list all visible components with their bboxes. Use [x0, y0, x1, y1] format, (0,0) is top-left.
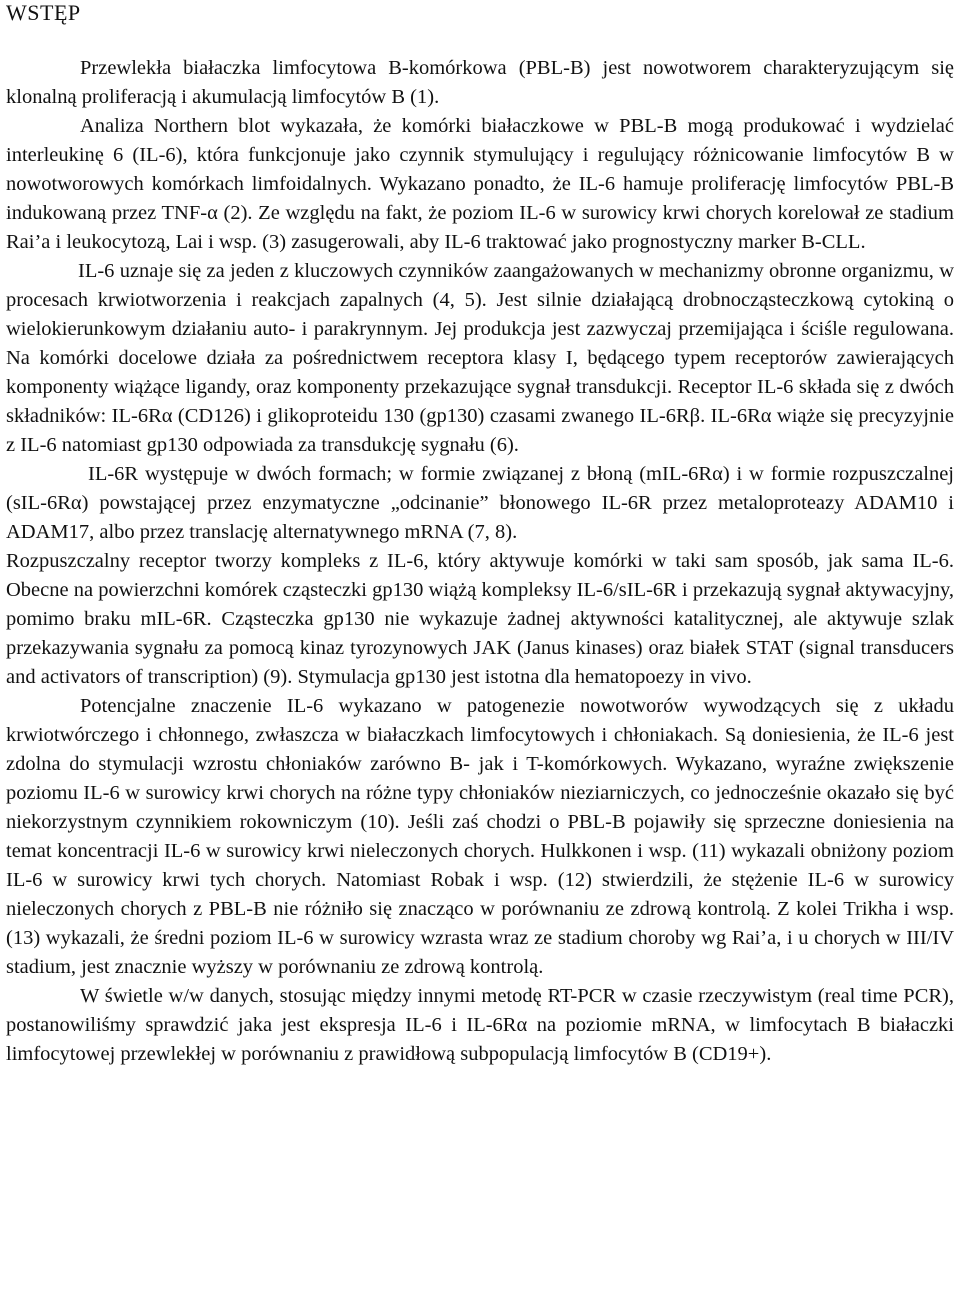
- paragraph-4: IL-6R występuje w dwóch formach; w formie związanej z błoną (mIL-6Rα) i w formie rozpuszczalnej (sIL-6Rα) powstającej przez enzymatyczne „odcinanie” błonowego IL-6R przez metaloproteazy ADAM10 i ADAM17, albo przez translację alternatywnego mRNA (7, 8).: [6, 463, 954, 543]
- paragraph-3: IL-6 uznaje się za jeden z kluczowych czynników zaangażowanych w mechanizmy obronne organizmu, w procesach krwiotworzenia i reakcjach zapalnych (4, 5). Jest silnie działającą drobnocząsteczkową cytokiną o wielokierunkowym działaniu auto- i parakrynnym. Jej produkcja jest zazwyczaj przemijająca i ściśle regulowana. Na komórki docelowe działa za pośrednictwem receptora klasy I, będącego typem receptorów zawierających komponenty wiążące ligandy, oraz komponenty przekazujące sygnał transdukcji. Receptor IL-6 składa się z dwóch składników: IL-6Rα (CD126) i glikoproteidu 130 (gp130) czasami zwanego IL-6Rβ. IL-6Rα wiąże się precyzyjnie z IL-6 natomiast gp130 odpowiada za transdukcję sygnału (6).: [6, 260, 954, 456]
- paragraph-2: Analiza Northern blot wykazała, że komórki białaczkowe w PBL-B mogą produkować i wydzielać interleukinę 6 (IL-6), która funkcjonuje jako czynnik stymulujący i regulujący różnicowanie limfocytów B w nowotworowych komórkach limfoidalnych. Wykazano ponadto, że IL-6 hamuje proliferację limfocytów PBL-B indukowaną przez TNF-α (2). Ze względu na fakt, że poziom IL-6 w surowicy krwi chorych korelował ze stadium Rai’a i leukocytozą, Lai i wsp. (3) zasugerowali, aby IL-6 traktować jako prognostyczny marker B-CLL.: [6, 115, 954, 253]
- paragraph-6: Potencjalne znaczenie IL-6 wykazano w patogenezie nowotworów wywodzących się z układu krwiotwórczego i chłonnego, zwłaszcza w białaczkach limfocytowych i chłoniakach. Są doniesienia, że IL-6 jest zdolna do stymulacji wzrostu chłoniaków zarówno B- jak i T-komórkowych. Wykazano, wyraźne zwiększenie poziomu IL-6 w surowicy krwi chorych na różne typy chłoniaków nieziarniczych, co jednocześnie okazało się być niekorzystnym czynnikiem rokowniczym (10). Jeśli zaś chodzi o PBL-B pojawiły się sprzeczne doniesienia na temat koncentracji IL-6 w surowicy krwi nieleczonych chorych. Hulkkonen i wsp. (11) wykazali obniżony poziom IL-6 w surowicy krwi tych chorych. Natomiast Robak i wsp. (12) stwierdzili, że stężenie IL-6 w surowicy nieleczonych chorych z PBL-B nie różniło się znacząco w porównaniu ze zdrową kontrolą. Z kolei Trikha i wsp. (13) wykazali, że średni poziom IL-6 w surowicy wzrasta wraz ze stadium choroby wg Rai’a, i u chorych w III/IV stadium, jest znacznie wyższy w porównaniu ze zdrową kontrolą.: [6, 695, 954, 978]
- section-heading: WSTĘP: [6, 0, 81, 25]
- paragraph-7: W świetle w/w danych, stosując między innymi metodę RT-PCR w czasie rzeczywistym (real time PCR), postanowiliśmy sprawdzić jaka jest ekspresja IL-6 i IL-6Rα na poziomie mRNA, w limfocytach B białaczki limfocytowej przewlekłej w porównaniu z prawidłową subpopulacją limfocytów B (CD19+).: [6, 985, 954, 1065]
- paragraph-1: Przewlekła białaczka limfocytowa B-komórkowa (PBL-B) jest nowotworem charakteryzującym się klonalną proliferacją i akumulacją limfocytów B (1).: [6, 57, 954, 108]
- paragraph-5: Rozpuszczalny receptor tworzy kompleks z IL-6, który aktywuje komórki w taki sam sposób, jak sama IL-6. Obecne na powierzchni komórek cząsteczki gp130 wiążą kompleksy IL-6/sIL-6R i przekazują sygnał aktywacyjny, pomimo braku mIL-6R. Cząsteczka gp130 nie wykazuje żadnej aktywności katalitycznej, ale aktywuje szlak przekazywania sygnału za pomocą kinaz tyrozynowych JAK (Janus kinases) oraz białek STAT (signal transducers and activators of transcription) (9). Stymulacja gp130 jest istotna dla hematopoezy in vivo.: [6, 550, 954, 688]
